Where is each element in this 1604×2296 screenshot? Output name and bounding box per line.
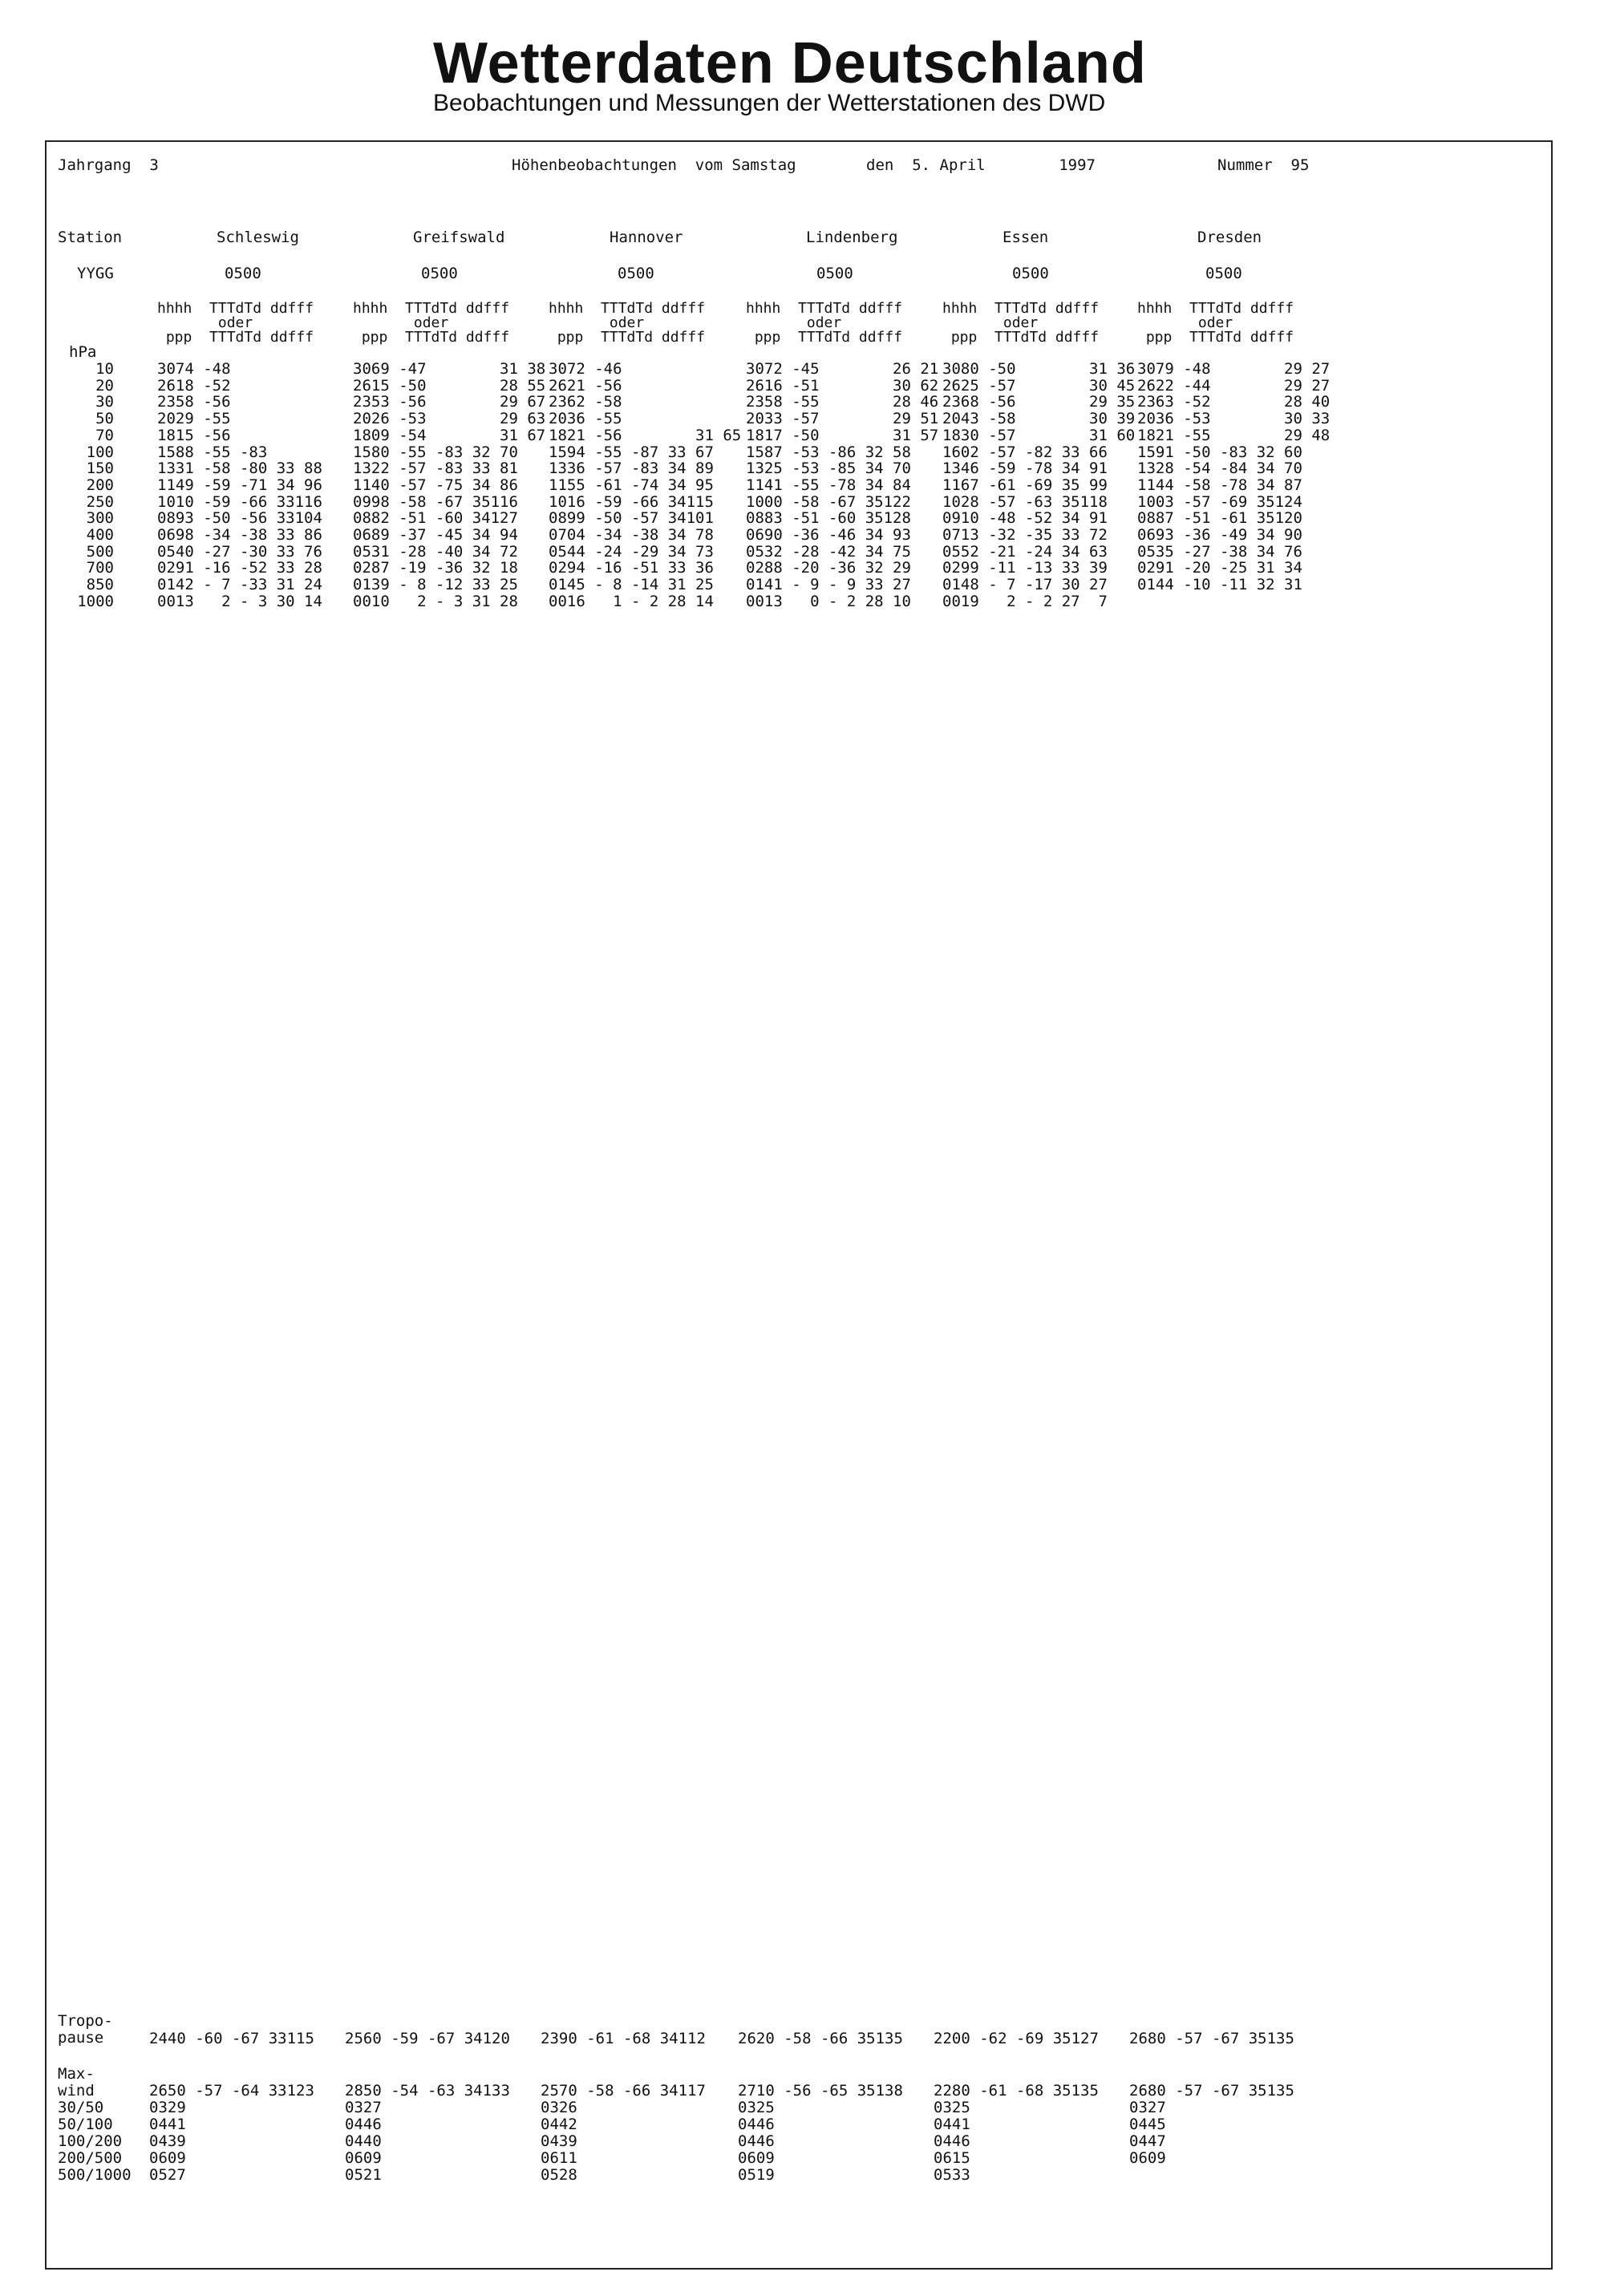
station-time-lindenberg: 0500 (816, 265, 853, 282)
issue-number: Nummer 95 (1217, 156, 1310, 174)
tropo-greifswald: 2560 -59 -67 34120 (345, 2030, 510, 2047)
jahrgang: Jahrgang 3 (58, 156, 159, 174)
levels-lindenberg: 3072 -45 26 21 2616 -51 30 62 2358 -55 28 46 2033 -57 29 51 1817 -50 31 57 1587 -53 -86 32 58 1325 -53 -85 34 70 1141 -55 -78 34 84 1000 -58 -67 35122 0883 -51 -60 35128 0690 -36 -46 34 93 0532 -28 -42 34 75 0288 -20 -36 32 29 0141 - 9 - 9 33 27 0013 0 - 2 28 10 (746, 360, 939, 610)
maxwind-schleswig: 2650 -57 -64 33123 0329 0441 0439 0609 0527 (149, 2082, 314, 2184)
station-name-hannover: Hannover (610, 229, 683, 246)
tropo-hannover: 2390 -61 -68 34112 (541, 2030, 706, 2047)
levels-dresden: 3079 -48 29 27 2622 -44 29 27 2363 -52 28 40 2036 -53 30 33 1821 -55 29 48 1591 -50 -83 32 60 1328 -54 -84 34 70 1144 -58 -78 34 87 1003 -57 -69 35124 0887 -51 -61 35120 0693 -36 -49 34 90 0535 -27 -38 34 76 0291 -20 -25 31 34 0144 -10 -11 32 31 (1137, 360, 1331, 594)
station-name-lindenberg: Lindenberg (806, 229, 898, 246)
station-time-greifswald: 0500 (421, 265, 458, 282)
page-subtitle: Beobachtungen und Messungen der Wetterstationen des DWD (433, 90, 1106, 116)
maxwind-essen: 2280 -61 -68 35135 0325 0441 0446 0615 0533 (934, 2082, 1099, 2184)
station-label: Station (58, 229, 123, 246)
tropopause-label: Tropo- pause (58, 2012, 113, 2047)
station-time-essen: 0500 (1012, 265, 1049, 282)
tropo-dresden: 2680 -57 -67 35135 (1129, 2030, 1294, 2047)
station-name-schleswig: Schleswig (217, 229, 299, 246)
station-time-schleswig: 0500 (225, 265, 261, 282)
observation-date: den 5. April 1997 (866, 156, 1096, 174)
station-time-hannover: 0500 (618, 265, 654, 282)
maxwind-label: Max- wind 30/50 50/100 100/200 200/500 500/1000 (58, 2065, 132, 2184)
pressure-levels: 10 20 30 50 70 100 150 200 250 300 400 500 700 850 1000 (77, 360, 114, 610)
levels-essen: 3080 -50 31 36 2625 -57 30 45 2368 -56 29 35 2043 -58 30 39 1830 -57 31 60 1602 -57 -82 33 66 1346 -59 -78 34 91 1167 -61 -69 35 99 1028 -57 -63 35118 0910 -48 -52 34 91 0713 -32 -35 33 72 0552 -21 -24 34 63 0299 -11 -13 33 39 0148 - 7 -17 30 27 0019 2 - 2 27 7 (942, 360, 1136, 610)
station-name-dresden: Dresden (1197, 229, 1262, 246)
levels-schleswig: 3074 -48 2618 -52 2358 -56 2029 -55 1815 -56 1588 -55 -83 1331 -58 -80 33 88 1149 -59 -71 34 96 1010 -59 -66 33116 0893 -50 -56 33104 0698 -34 -38 33 86 0540 -27 -30 33 76 0291 -16 -52 33 28 0142 - 7 -33 31 24 0013 2 - 3 30 14 (157, 360, 322, 610)
yygg-label: YYGG (77, 265, 114, 282)
station-name-essen: Essen (1003, 229, 1049, 246)
page-title: Wetterdaten Deutschland (433, 31, 1147, 95)
tropo-lindenberg: 2620 -58 -66 35135 (738, 2030, 903, 2047)
levels-hannover: 3072 -46 2621 -56 2362 -58 2036 -55 1821 -56 31 65 1594 -55 -87 33 67 1336 -57 -83 34 89 1155 -61 -74 34 95 1016 -59 -66 34115 0899 -50 -57 34101 0704 -34 -38 34 78 0544 -24 -29 34 73 0294 -16 -51 33 36 0145 - 8 -14 31 25 0016 1 - 2 28 14 (549, 360, 742, 610)
column-header: hhhh TTTdTd ddfff oder ppp TTTdTd ddfff (746, 300, 903, 346)
maxwind-dresden: 2680 -57 -67 35135 0327 0445 0447 0609 (1129, 2082, 1294, 2167)
tropo-essen: 2200 -62 -69 35127 (934, 2030, 1099, 2047)
maxwind-lindenberg: 2710 -56 -65 35138 0325 0446 0446 0609 0519 (738, 2082, 903, 2184)
column-header: hhhh TTTdTd ddfff oder ppp TTTdTd ddfff (942, 300, 1100, 346)
maxwind-hannover: 2570 -58 -66 34117 0326 0442 0439 0611 0528 (541, 2082, 706, 2184)
maxwind-greifswald: 2850 -54 -63 34133 0327 0446 0440 0609 0521 (345, 2082, 510, 2184)
tropo-schleswig: 2440 -60 -67 33115 (149, 2030, 314, 2047)
observation-kind: Höhenbeobachtungen vom Samstag (512, 156, 796, 174)
station-time-dresden: 0500 (1205, 265, 1242, 282)
column-header: hhhh TTTdTd ddfff oder ppp TTTdTd ddfff (1137, 300, 1294, 346)
station-name-greifswald: Greifswald (413, 229, 505, 246)
column-header: hhhh TTTdTd ddfff oder ppp TTTdTd ddfff (353, 300, 510, 346)
column-header: hhhh TTTdTd ddfff oder ppp TTTdTd ddfff (549, 300, 706, 346)
levels-greifswald: 3069 -47 31 38 2615 -50 28 55 2353 -56 29 67 2026 -53 29 63 1809 -54 31 67 1580 -55 -83 32 70 1322 -57 -83 33 81 1140 -57 -75 34 86 0998 -58 -67 35116 0882 -51 -60 34127 0689 -37 -45 34 94 0531 -28 -40 34 72 0287 -19 -36 32 18 0139 - 8 -12 33 25 0010 2 - 3 31 28 (353, 360, 546, 610)
hpa-label: hPa (69, 343, 97, 361)
column-header: hhhh TTTdTd ddfff oder ppp TTTdTd ddfff (157, 300, 314, 346)
